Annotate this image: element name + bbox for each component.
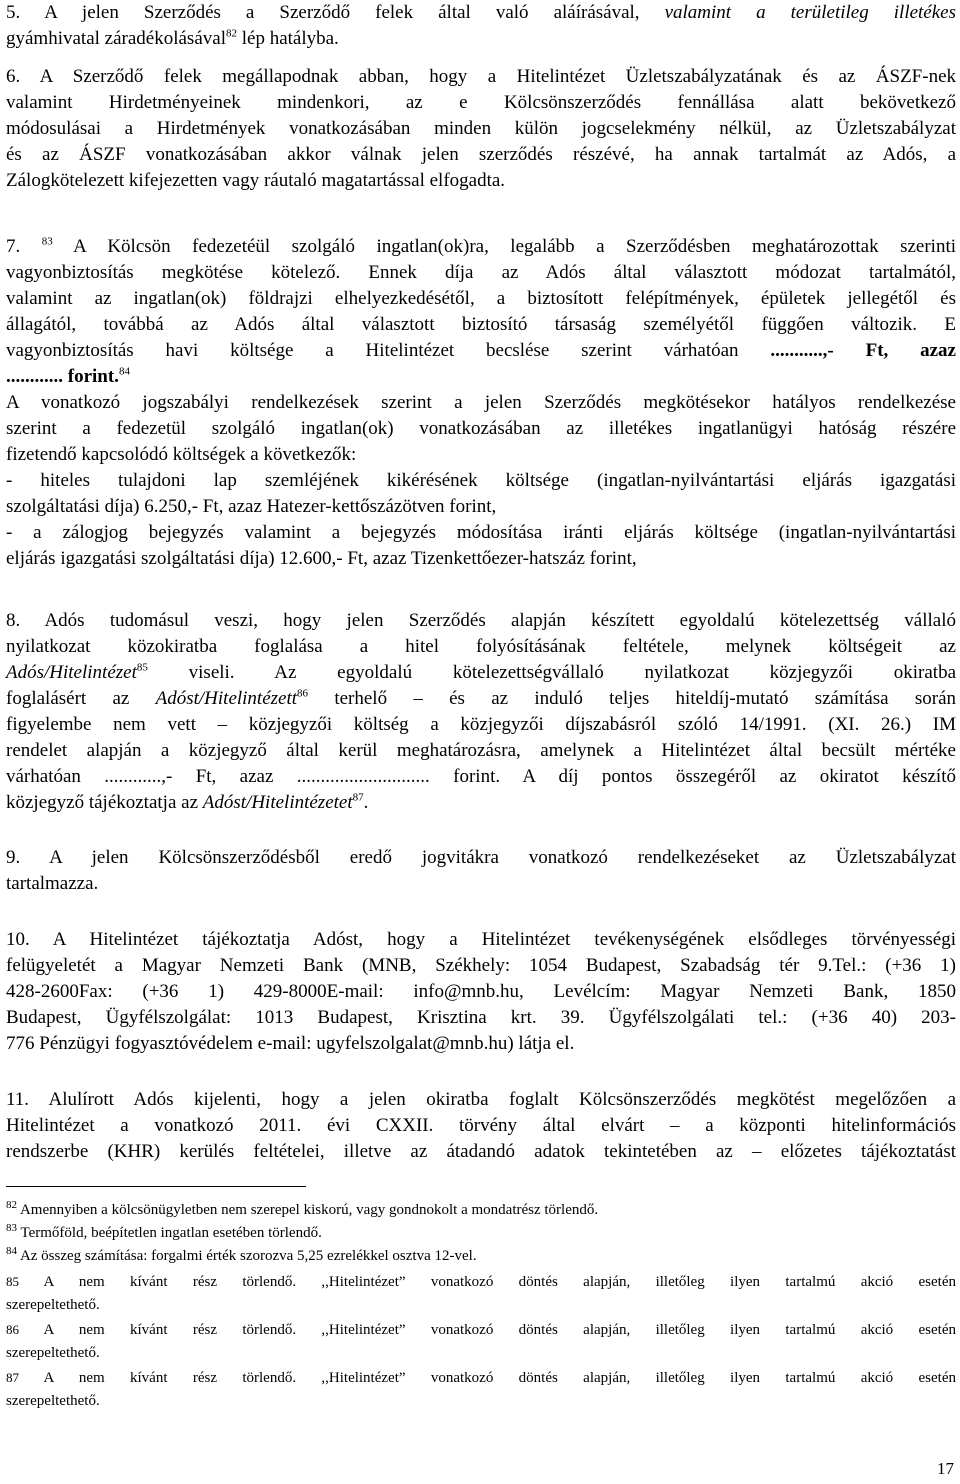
paragraph-7-line-13: eljárás igazgatási szolgáltatási díja) 12.600,- Ft, azaz Tizenkettőezer-hatszáz forint, [6, 548, 637, 569]
footnote-ref-84: 84 [118, 365, 130, 378]
footnote-85-line-2: szerepeltethető. [6, 1297, 100, 1313]
paragraph-7-line-3: valamint az ingatlan(ok) földrajzi elhelyezkedésétől, a biztosított felépítmények, épületek jellegétől és [6, 288, 956, 309]
ados-hitelintezet-italic: Adós/Hitelintézet [6, 662, 137, 683]
paragraph-5-text-a: gyámhivatal záradékolásával [6, 28, 226, 49]
paragraph-5-line-1 [6, 0, 956, 26]
footnote-85-number: 85 [6, 1274, 19, 1289]
footnote-84 [6, 1245, 956, 1268]
paragraph-7-line-2: vagyonbiztosítás megkötése kötelező. Ennek díja az Adós által választott módozat tartalmától, [6, 262, 956, 283]
footnote-ref-87: 87 [352, 791, 364, 804]
footnote-82-number: 82 [6, 1199, 17, 1211]
footnote-ref-82: 82 [225, 27, 237, 40]
paragraph-6 [6, 64, 956, 194]
paragraph-7-line-12: - a zálogjog bejegyzés valamint a bejegyzés módosítása iránti eljárás költsége (ingatlan-nyilvántartási [6, 522, 956, 543]
paragraph-8-line-1: 8. Adós tudomásul veszi, hogy jelen Szerződés alapján készített egyoldalú kötelezettség vállaló [6, 610, 956, 631]
footnote-86-number: 86 [6, 1322, 19, 1337]
paragraph-8-line-5: figyelembe nem vett – közjegyzői költség a közjegyzői díjszabásról szóló 14/1991. (XI. 26.) IM [6, 714, 956, 735]
footnote-ref-86: 86 [297, 687, 309, 700]
paragraph-5-line-2 [6, 26, 956, 52]
paragraph-7-line-1 [6, 234, 956, 260]
footnote-ref-83: 83 [41, 235, 53, 248]
footnote-86-line-2: szerepeltethető. [6, 1345, 100, 1361]
paragraph-10-line-1: 10. A Hitelintézet tájékoztatja Adóst, hogy a Hitelintézet tevékenységének elsődleges törvényességi [6, 929, 956, 950]
paragraph-8-text-4b: terhelő – és az induló teljes hiteldíj-mutató számítása során [334, 688, 957, 709]
paragraph-8-period: . [363, 792, 369, 813]
paragraph-5-italic: valamint a területileg illetékes [664, 2, 956, 23]
paragraph-10-line-3: 428-2600Fax: (+36 1) 429-8000E-mail: info@mnb.hu, Levélcím: Magyar Nemzeti Bank, 1850 [6, 981, 956, 1002]
paragraph-7-line-4: állagától, továbbá az Adós által választott biztosító társaság személyétől függően változik. E [6, 314, 956, 335]
paragraph-8-text-3: viseli. Az egyoldalú kötelezettségvállaló nyilatkozat közjegyzői okiratba [188, 662, 957, 683]
paragraph-11 [6, 1087, 956, 1165]
paragraph-7-line-7: A vonatkozó jogszabályi rendelkezések szerint a jelen Szerződés megkötésekor hatályos rendelkezése [6, 392, 956, 413]
footnote-87-number: 87 [6, 1370, 19, 1385]
paragraph-7-line-5 [6, 338, 956, 364]
paragraph-6-line-2: valamint Hirdetményeinek mindenkori, az e Kölcsönszerződés fennállása alatt bekövetkező [6, 92, 956, 113]
footnote-87 [6, 1366, 956, 1413]
footnote-separator [6, 1186, 306, 1187]
footnote-87-text: A nem kívánt rész törlendő. ,,Hitelintézet” vonatkozó döntés alapján, illetőleg ilyen tartalmú akció esetén [43, 1370, 956, 1386]
footnote-86-text: A nem kívánt rész törlendő. ,,Hitelintézet” vonatkozó döntés alapján, illetőleg ilyen tartalmú akció esetén [43, 1322, 956, 1338]
paragraph-7-line-10: - hiteles tulajdoni lap szemléjének kikérésének költsége (ingatlan-nyilvántartási eljárás igazgatási [6, 470, 956, 491]
paragraph-6-line-1: 6. A Szerződő felek megállapodnak abban, hogy a Hitelintézet Üzletszabályzatának és az ÁSZF-nek [6, 66, 956, 87]
paragraph-5-text-lead: 5. A jelen Szerződés a Szerződő felek által való aláírásával, [6, 2, 665, 23]
footnote-82-text: Amennyiben a kölcsönügyletben nem szerepel kiskorú, vagy gondnokolt a mondatrész törlendő. [19, 1202, 599, 1218]
paragraph-8-line-3 [6, 660, 956, 686]
paragraph-7-line-11: szolgáltatási díja) 6.250,- Ft, azaz Hatezer-kettőszázötven forint, [6, 496, 497, 517]
page-number: 17 [937, 1459, 954, 1478]
adost-hitelintezett-italic: Adóst/Hitelintézett [155, 688, 298, 709]
paragraph-7-line-9: fizetendő kapcsolódó költségek a következők: [6, 444, 357, 465]
paragraph-8-line-6: rendelet alapján a közjegyző által kerül meghatározásra, amelynek a Hitelintézet által becsült mértéke [6, 740, 956, 761]
paragraph-9-line-1: 9. A jelen Kölcsönszerződésből eredő jogvitákra vonatkozó rendelkezéseket az Üzletszabályzat [6, 847, 956, 868]
footnote-85-line-1 [6, 1270, 956, 1294]
paragraph-8-text-8: közjegyző tájékoztatja az [6, 792, 199, 813]
footnote-87-line-2: szerepeltethető. [6, 1393, 100, 1409]
paragraph-11-line-3: rendszerbe (KHR) kerülés feltételei, illetve az átadandó adatok tekintetében az – előzetes tájékoztatást [6, 1141, 956, 1162]
footnote-85-text: A nem kívánt rész törlendő. ,,Hitelintézet” vonatkozó döntés alapján, illetőleg ilyen tartalmú akció esetén [43, 1274, 956, 1290]
paragraph-8-line-7: várhatóan ............,- Ft, azaz ............................ forint. A díj pontos összegéről az okiratot készítő [6, 766, 956, 787]
paragraph-10-line-4: Budapest, Ügyfélszolgálat: 1013 Budapest, Krisztina krt. 39. Ügyfélszolgálati tel.: (+36 40) 203- [6, 1007, 956, 1028]
paragraph-10-line-5: 776 Pénzügyi fogyasztóvédelem e-mail: ugyfelszolgalat@mnb.hu) látja el. [6, 1033, 575, 1054]
footnote-87-line-1 [6, 1366, 956, 1390]
insurance-amount-words-blank: ............ forint. [6, 366, 119, 387]
footnote-ref-85: 85 [136, 661, 148, 674]
footnote-82 [6, 1199, 956, 1222]
paragraph-7-number: 7. [6, 236, 21, 257]
paragraph-9 [6, 845, 956, 897]
paragraph-8-line-8 [6, 790, 956, 816]
paragraph-7-line-8: szerint a fedezetül szolgáló ingatlan(ok) vonatkozásában az illetékes ingatlanügyi hatóság részére [6, 418, 956, 439]
paragraph-11-line-1: 11. Alulírott Adós kijelenti, hogy a jelen okiratba foglalt Kölcsönszerződés megkötést megelőzően a [6, 1089, 956, 1110]
paragraph-6-line-3: módosulásai a Hirdetmények vonatkozásában minden külön jogcselekmény nélkül, az Üzletszabályzat [6, 118, 956, 139]
paragraph-7 [6, 234, 956, 572]
footnote-83 [6, 1222, 956, 1245]
paragraph-5-text-b: lép hatályba. [241, 28, 339, 49]
footnote-86 [6, 1318, 956, 1365]
insurance-amount-blank: ...........,- Ft, azaz [770, 340, 956, 361]
paragraph-10 [6, 927, 956, 1057]
paragraph-8-text-4a: foglalásért az [6, 688, 130, 709]
footnote-84-number: 84 [6, 1245, 17, 1257]
paragraph-7-text-5: vagyonbiztosítás havi költsége a Hitelintézet becslése szerint várhatóan [6, 340, 739, 361]
paragraph-7-line-6 [6, 364, 956, 390]
paragraph-8 [6, 608, 956, 816]
paragraph-9-line-2: tartalmazza. [6, 873, 99, 894]
paragraph-6-line-5: Zálogkötelezett kifejezetten vagy ráutaló magatartással elfogadta. [6, 170, 506, 191]
footnote-83-number: 83 [6, 1222, 17, 1234]
paragraph-8-line-4 [6, 686, 956, 712]
adost-hitelintezetet-italic: Adóst/Hitelintézetet [202, 792, 353, 813]
paragraph-11-line-2: Hitelintézet a vonatkozó 2011. évi CXXII. törvény által elvárt – a központi hitelinformációs [6, 1115, 956, 1136]
paragraph-10-line-2: felügyeletét a Magyar Nemzeti Bank (MNB, Székhely: 1054 Budapest, Szabadság tér 9.Tel.: (+36 1) [6, 955, 956, 976]
paragraph-6-line-4: és az ÁSZF vonatkozásában akkor válnak jelen szerződés részévé, ha annak tartalmát az Adós, a [6, 144, 956, 165]
footnote-84-text: Az összeg számítása: forgalmi érték szorozva 5,25 ezrelékkel osztva 12-vel. [19, 1248, 477, 1264]
paragraph-8-line-2: nyilatkozat közokiratba foglalása a hitel folyósításának feltétele, melynek költségeit az [6, 636, 956, 657]
footnote-85 [6, 1270, 956, 1317]
paragraph-5 [6, 0, 956, 52]
paragraph-7-text-1: A Kölcsön fedezetéül szolgáló ingatlan(ok)ra, legalább a Szerződésben meghatározottak szerinti [73, 236, 957, 257]
footnote-83-text: Termőföld, beépítetlen ingatlan esetében törlendő. [20, 1225, 322, 1241]
footnote-86-line-1 [6, 1318, 956, 1342]
